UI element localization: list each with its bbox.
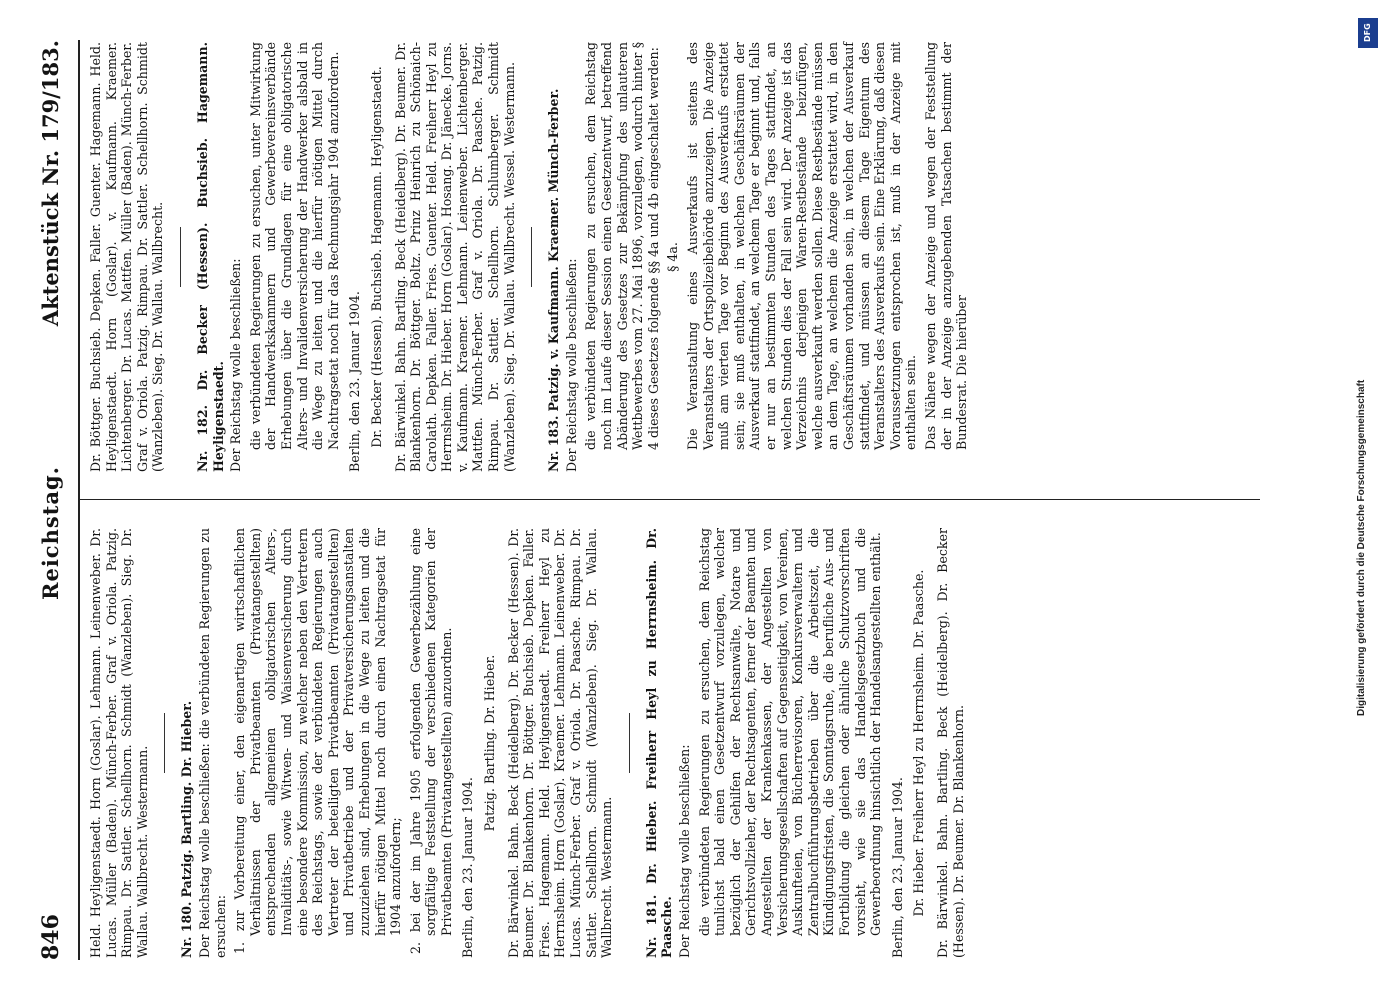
stamp-text: Digitalisierung gefördert durch die Deutsche Forschungsgemeinschaft: [1356, 379, 1367, 716]
separator: [164, 713, 165, 773]
motion-supporters: Dr. Bärwinkel. Bahn. Bartling. Beck (Heidelberg). Dr. Beumer. Dr. Blankenhorn. Dr. Böttger. Boltz. Prinz Heinrich zu Schönaich-Carolath. Depken. Faller. Fries. Guenter. Held. Freiherr Heyl zu Herrnsheim. Dr. Hieber. Horn (Goslar). Hosang. Dr. Jänecke. Jorns. v. Kaufmann. Kraemer. Lehmann. Leinenweber. Lichtenberger. Mattfen. Münch-Ferber. Graf v. Oriola. Dr. Paasche. Patzig. Rimpau. Dr. Sattler. Schellhorn. Schlumberger. Schmidt (Wanzleben). Sieg. Dr. Wallau. Wallbrecht. Wessel. Westermann.: [392, 42, 517, 472]
motion-supporters: Dr. Bärwinkel. Bahn. Bartling. Beck (Heidelberg). Dr. Becker (Hessen). Dr. Beumer. Dr. Blankenhorn.: [934, 528, 966, 958]
motion-intro: Der Reichstag wolle beschließen:: [228, 258, 244, 472]
separator: [531, 227, 532, 287]
motion-item: 1. zur Vorbereitung einer, den eigenartigen wirtschaftlichen Verhältnissen der Privatbeamten (Privatangestellten) entsprechenden allgemeinen obligatorischen Alters-, Invaliditäts-, sowie Witwen- und Waisenversicherung durch eine besondere Kommission, zu welcher neben den Vertretern des Reichstags, sowie der verbündeten Regierungen auch Vertreter der beteiligten Privatbeamten (Privatangestellten) und Privatbetriebe und der Privatversicherungsanstalten zuzuziehen sind, Erhebungen in die Wege zu leiten und die hierfür nötigen Mittel noch durch einen Nachtragsetat für 1904 anzufordern;: [232, 528, 404, 954]
motion-number: Nr. 181.: [643, 894, 659, 958]
names-list: Held. Heyligenstaedt. Horn (Goslar). Lehmann. Leinenweber. Dr. Lucas. Müller (Baden). Münch-Ferber. Graf v. Oriola. Patzig. Rimpau. Dr. Sattler. Schellhorn. Schmidt (Wanzleben). Sieg. Dr. Wallau. Wallbrecht. Westermann.: [88, 528, 150, 958]
motion-intro: Der Reichstag wolle beschließen:: [563, 258, 579, 472]
section-text: Die Veranstaltung eines Ausverkaufs ist seitens des Veranstalters der Ortspolizeibehörde anzuzeigen. Die Anzeige muß am vierten Tage vor Beginn des Ausverkaufs erstattet sein; sie muß enthalten, in welchen Geschäftsräumen der Ausverkauf stattfindet, an welchem Tage er beginnt und, falls er nur an bestimmten Stunden des Tages stattfindet, an welchen Stunden dies der Fall sein wird. Der Anzeige ist das Verzeichnis derjenigen Waren-Restbestände beizufügen, welche ausverkauft werden sollen. Diese Restbestände müssen an dem Tage, an welchem die Anzeige erstattet wird, in den Geschäftsräumen vorhanden sein, in welchen der Ausverkauf stattfindet, und müssen an diesem Tage Eigentum des Veranstalters des Ausverkaufs sein. Eine Erklärung, daß diesen Voraussetzungen entsprochen ist, muß in der Anzeige mit enthalten sein.: [685, 42, 919, 450]
left-column: [88, 528, 972, 958]
motion-intro: Der Reichstag wolle beschließen:: [677, 744, 692, 958]
motion-number: Nr. 182.: [194, 405, 210, 472]
motion-date: Berlin, den 23. Januar 1904.: [347, 291, 363, 472]
header-rule: [78, 40, 80, 960]
motion-intro: Der Reichstag wolle beschließen: die verbündeten Regierungen zu ersuchen:: [196, 528, 228, 958]
section-label: § 4a.: [665, 242, 681, 272]
right-column: [88, 42, 974, 472]
motion-movers: Patzig. Bartling. Dr. Hieber.: [179, 700, 195, 898]
motion-number: Nr. 180.: [179, 901, 195, 958]
motion-body: die verbündeten Regierungen zu ersuchen, dem Reichstag noch im Laufe dieser Session einen Gesetzentwurf, betreffend Abänderung des Gesetzes zur Bekämpfung des unlauteren Wettbewerbes vom 27. Mai 1896, vorzulegen, wodurch hinter § 4 dieses Gesetzes folgende §§ 4a und 4b eingeschaltet werden:: [583, 42, 661, 450]
motion-body: die verbündeten Regierungen zu ersuchen, unter Mitwirkung der Handwerkskammern und Gewerbevereinsverbände Erhebungen über die Grundlagen für eine obligatorische Alters- und Invalidenversicherung der Handwerker alsbald in die Wege zu leiten und die hierfür nötigen Mittel durch Nachtragsetat noch für das Rechnungsjahr 1904 anzufordern.: [247, 42, 341, 450]
motion-item: 2. bei der im Jahre 1905 erfolgenden Gewerbezählung eine sorgfältige Feststellung der verschiedenen Kategorien der Privatbeamten (Privatangestellten) anzuordnen.: [407, 528, 454, 954]
page-number: 846: [38, 914, 64, 960]
motion-supporters: Dr. Bärwinkel. Bahn. Beck (Heidelberg). Dr. Becker (Hessen). Dr. Beumer. Dr. Blankenhorn. Dr. Böttger. Buchsieb. Depken. Faller. Fries. Hagemann. Held. Heyligenstaedt. Freiherr Heyl zu Herrnsheim. Horn (Goslar). Kraemer. Lehmann. Leinenweber. Dr. Lucas. Münch-Ferber. Graf v. Oriola. Dr. Paasche. Rimpau. Dr. Sattler. Schellhorn. Schmidt (Wanzleben). Sieg. Dr. Wallau. Wallbrecht. Westermann.: [505, 528, 615, 958]
digitization-stamp: [1306, 8, 1383, 1008]
motion-signers: Dr. Becker (Hessen). Buchsieb. Hagemann. Heyligenstaedt.: [368, 66, 384, 448]
motion-date: Berlin, den 23. Januar 1904.: [889, 777, 905, 958]
motion-signers: Dr. Hieber. Freiherr Heyl zu Herrnsheim. Dr. Paasche.: [911, 569, 927, 917]
separator: [180, 227, 181, 287]
motion-body: die verbündeten Regierungen zu ersuchen, dem Reichstag tunlichst bald einen Gesetzentwurf vorzulegen, welcher bezüglich der Gehilfen der Rechtsanwälte, Notare und Gerichtsvollzieher, der Rechtsagenten, ferner der Beamten und Angestellten der Krankenkassen, der Angestellten von Versicherungsgesellschaften auf Gegenseitigkeit, von Vereinen, Auskunfteien, von Bücherrevisoren, Konkursverwaltern und Zentralbuchführungsbetrieben über die Arbeitszeit, die Kündigungsfristen, die Sonntagsruhe, die berufliche Aus- und Fortbildung die gleichen oder ähnliche Schutzvorschriften vorsieht, wie sie das Handelsgesetzbuch und die Gewerbeordnung hinsichtlich der Handelsangestellten enthält.: [696, 528, 884, 936]
dfg-logo: DFG: [1358, 18, 1378, 48]
document-reference: Aktenstück Nr. 179/183.: [38, 40, 63, 327]
motion-number: Nr. 183.: [546, 415, 562, 472]
motion-signers: Patzig. Bartling. Dr. Hieber.: [482, 654, 498, 832]
page-header: [38, 40, 72, 960]
motion-heading: [644, 528, 675, 958]
motion-heading: [179, 528, 195, 958]
motion-movers: Dr. Becker (Hessen). Buchsieb. Hagemann. Heyligenstaedt.: [194, 42, 226, 472]
section-title: Reichstag.: [38, 466, 63, 600]
names-list: Dr. Böttger. Buchsieb. Depken. Faller. Guenter. Hagemann. Held. Heyligenstaedt. Horn (Goslar). v. Kaufmann. Kraemer. Lichtenberger. Dr. Lucas. Mattfen. Müller (Baden). Münch-Ferber. Graf v. Oriola. Patzig. Rimpau. Dr. Sattler. Schellhorn. Schmidt (Wanzleben). Sieg. Dr. Wallau. Wallbrecht.: [88, 42, 166, 472]
column-divider: [80, 499, 1260, 500]
motion-heading: [195, 42, 226, 472]
separator: [629, 713, 630, 773]
motion-movers: Patzig. v. Kaufmann. Kraemer. Münch-Ferber.: [546, 88, 562, 412]
motion-movers: Dr. Hieber. Freiherr Heyl zu Herrnsheim. Dr. Paasche.: [643, 528, 675, 958]
section-text: Das Nähere wegen der Anzeige und wegen der Feststellung der in der Anzeige anzugebenden Tatsachen bestimmt der Bundesrat. Die hierüber: [922, 42, 970, 450]
motion-date: Berlin, den 23. Januar 1904.: [460, 777, 476, 958]
motion-heading: [546, 42, 562, 472]
